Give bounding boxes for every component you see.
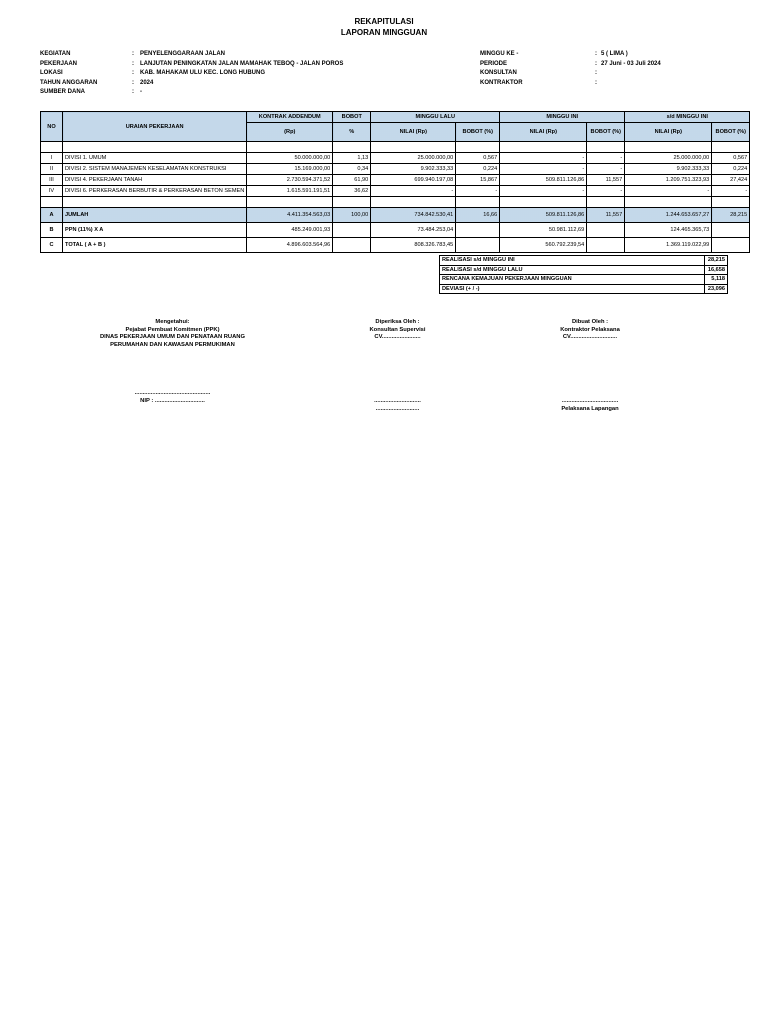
ppn-row: B PPN (11%) X A 485.249.001,93 73.484.253,04 50.981.112,69 124.465.365,73 [41, 223, 750, 238]
table-row: I DIVISI 1. UMUM 50.000.000,00 1,13 25.000.000,00 0,567 - - 25.000.000,00 0,567 [41, 153, 750, 164]
info-tahun: TAHUN ANGGARAN : 2024 [40, 79, 154, 86]
summary-row: REALISASI s/d MINGGU LALU 16,658 [440, 265, 728, 275]
header-kontrak-unit: (Rp) [247, 123, 333, 142]
header-lalu-bobot: BOBOT (%) [456, 123, 500, 142]
signature-kontraktor: Dibuat Oleh : Kontraktor Pelaksana CV............................. [560, 319, 620, 340]
info-sumber-dana: SUMBER DANA : - [40, 89, 142, 95]
jumlah-row: A JUMLAH 4.411.354.563,03 100,00 734.842.530,41 16,66 509.811.126,86 11,557 1.244.653.657,27 28,215 [41, 208, 750, 223]
signature-ppk-name: ............................................... NIP : ............................... [134, 390, 211, 404]
spacer-row [41, 142, 750, 153]
total-row: C TOTAL ( A + B ) 4.896.603.564,96 808.326.783,45 560.792.239,54 1.369.119.022,99 [41, 238, 750, 253]
report-title: REKAPITULASI [354, 17, 414, 26]
header-minggu-ini: MINGGU INI [500, 112, 625, 123]
header-kontrak: KONTRAK ADDENDUM [247, 112, 333, 123]
table-row: II DIVISI 2. SISTEM MANAJEMEN KESELAMATAN KONSTRUKSI 15.169.000,00 0,34 9.902.333,33 0,224 - - 9.902.333,33 0,224 [41, 164, 750, 175]
signature-ppk: Mengetahui: Pejabat Pembuat Komitmen (PPK) DINAS PEKERJAAN UMUM DAN PENATAAN RUANG PERUMAHAN DAN KAWASAN PERMUKIMAN [99, 319, 246, 348]
signature-supervisi: Diperiksa Oleh : Konsultan Supervisi CV........................ [369, 319, 426, 340]
spacer-row [41, 197, 750, 208]
header-row-1 [41, 112, 750, 123]
header-lalu-nilai: NILAI (Rp) [371, 123, 456, 142]
header-uraian: URAIAN PEKERJAAN [63, 112, 247, 142]
table-row: III DIVISI 4. PEKERJAAN TANAH 2.730.594.371,52 61,90 699.940.197,08 15,867 509.811.126,86 11,557 1.209.751.323,93 27,424 [41, 175, 750, 186]
table-row: IV DIVISI 6. PERKERASAN BERBUTIR & PERKERASAN BETON SEMEN 1.615.591.191,51 36,62 - - - - - - [41, 186, 750, 197]
header-bobot-unit: % [333, 123, 371, 142]
recap-table [40, 111, 750, 253]
info-pekerjaan: PEKERJAAN : LANJUTAN PENINGKATAN JALAN MAMAHAK TEBOQ - JALAN POROS [40, 60, 344, 67]
header-ini-bobot: BOBOT (%) [587, 123, 625, 142]
info-periode: PERIODE : 27 Juni - 03 Juli 2024 [480, 60, 661, 67]
summary-table [439, 255, 728, 294]
info-left [40, 50, 343, 98]
report-subtitle: LAPORAN MINGGUAN [340, 28, 428, 37]
info-lokasi: LOKASI : KAB. MAHAKAM ULU KEC. LONG HUBUNG [40, 70, 265, 76]
header-no: NO [41, 112, 63, 142]
header-bobot: BOBOT [333, 112, 371, 123]
signature-kontraktor-name: ................................... Pelaksana Lapangan [561, 398, 619, 412]
header-ini-nilai: NILAI (Rp) [500, 123, 587, 142]
header-sd-minggu-ini: s/d MINGGU INI [625, 112, 750, 123]
signature-supervisi-name: ............................. ........................... [374, 398, 421, 412]
info-right [480, 50, 661, 88]
summary-row: REALISASI s/d MINGGU INI 28,215 [440, 256, 728, 266]
info-konsultan: KONSULTAN : [480, 70, 597, 76]
info-kegiatan: KEGIATAN : PENYELENGGARAAN JALAN [40, 51, 226, 57]
header-minggu-lalu: MINGGU LALU [371, 112, 500, 123]
info-kontraktor: KONTRAKTOR : [480, 79, 597, 86]
info-minggu-ke: MINGGU KE - : 5 ( LIMA ) [480, 51, 628, 57]
header-sd-bobot: BOBOT (%) [712, 123, 750, 142]
header-sd-nilai: NILAI (Rp) [625, 123, 712, 142]
summary-row: RENCANA KEMAJUAN PEKERJAAN MINGGUAN 5,118 [440, 275, 728, 285]
summary-row: DEVIASI (+ / -) 23,096 [440, 284, 728, 294]
